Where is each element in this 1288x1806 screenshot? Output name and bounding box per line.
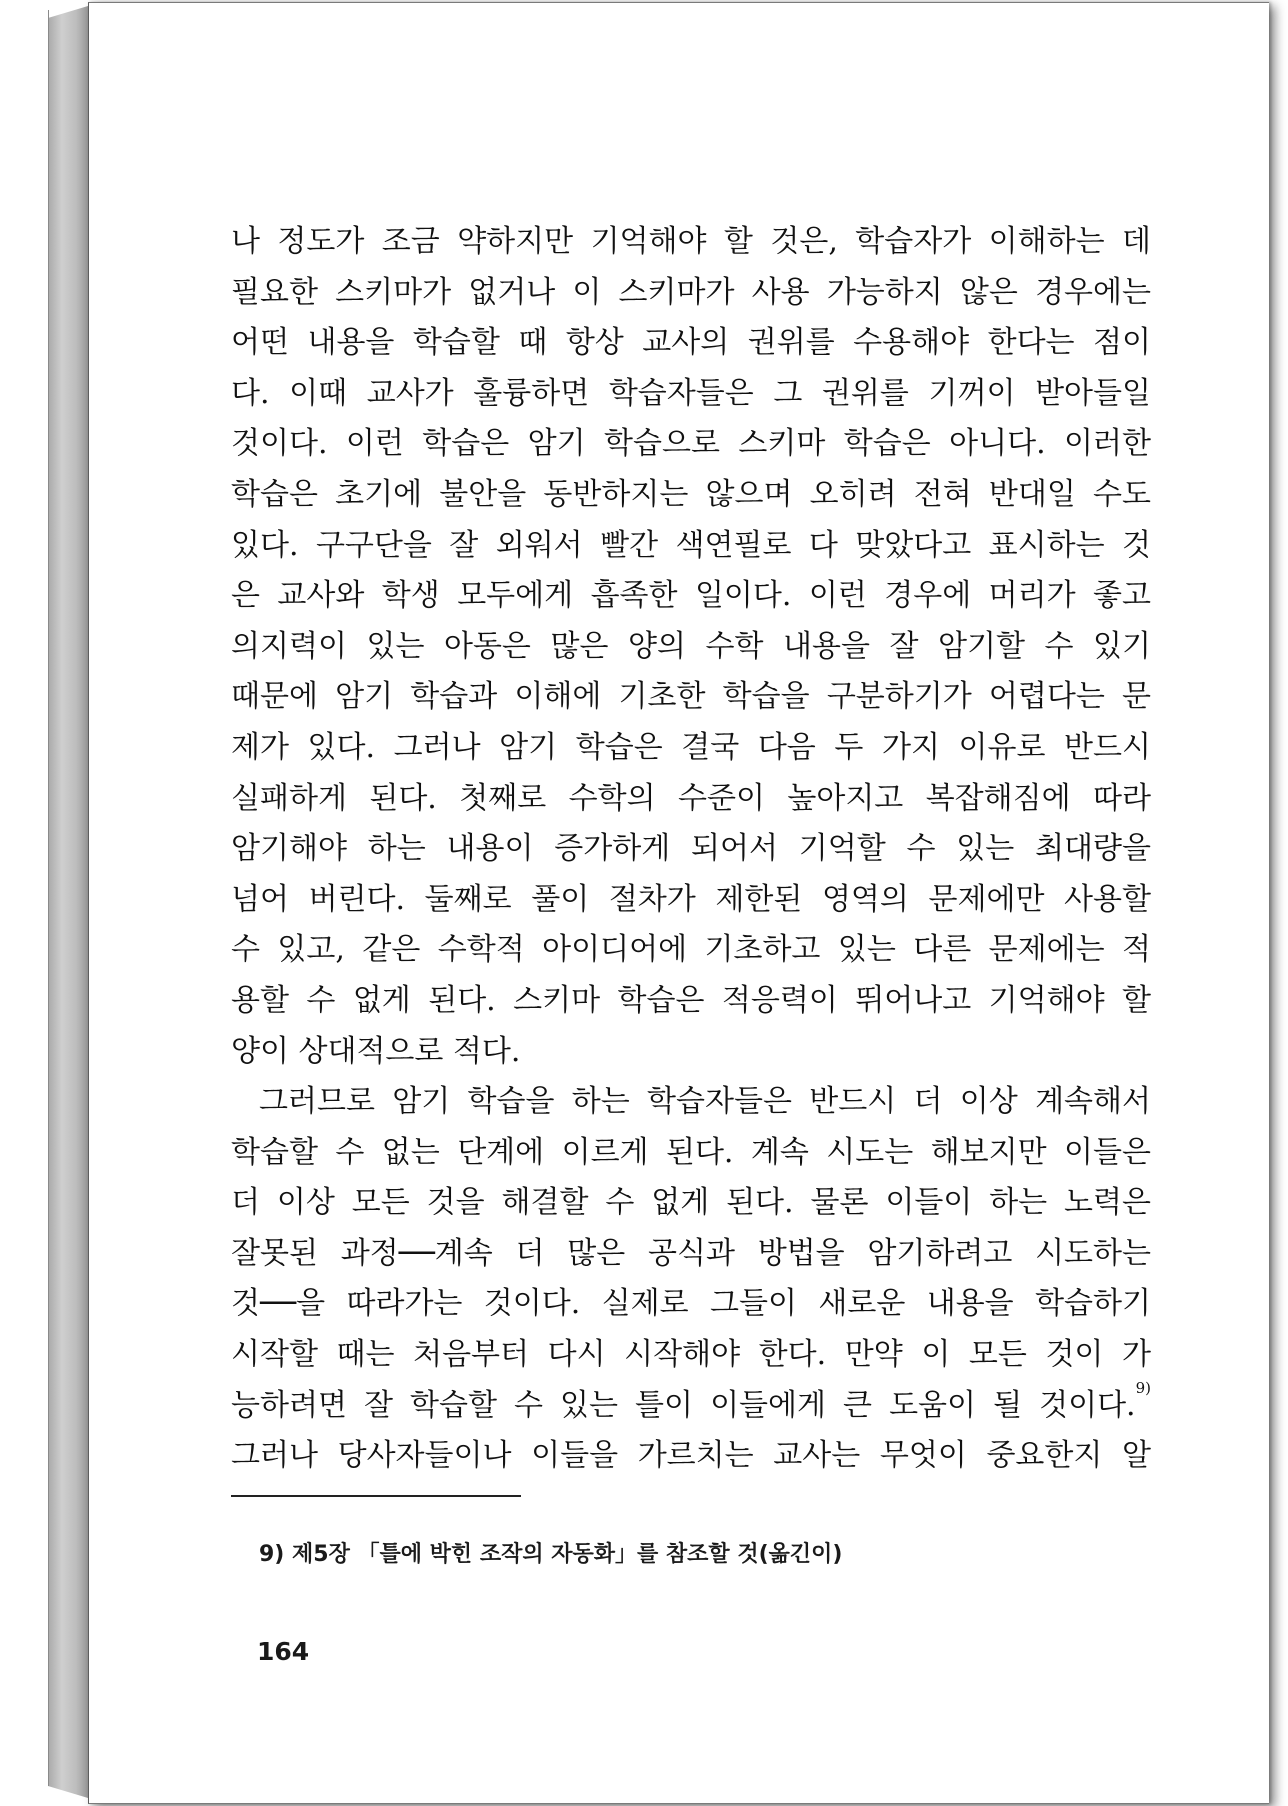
text-line: 때문에 암기 학습과 이해에 기초한 학습을 구분하기가 어렵다는 문: [231, 679, 1151, 715]
text-line: 시작할 때는 처음부터 다시 시작해야 한다. 만약 이 모든 것이 가: [231, 1337, 1151, 1373]
text-line: 암기해야 하는 내용이 증가하게 되어서 기억할 수 있는 최대량을: [231, 831, 1151, 867]
text-line: 필요한 스키마가 없거나 이 스키마가 사용 가능하지 않은 경우에는: [231, 274, 1151, 310]
text-line: 있다. 구구단을 잘 외워서 빨간 색연필로 다 맞았다고 표시하는 것: [231, 527, 1151, 563]
text-line: 더 이상 모든 것을 해결할 수 없게 된다. 물론 이들이 하는 노력은: [231, 1185, 1151, 1221]
text-line: 어떤 내용을 학습할 때 항상 교사의 권위를 수용해야 한다는 점이: [231, 325, 1151, 361]
text-line: 것이다. 이런 학습은 암기 학습으로 스키마 학습은 아니다. 이러한: [231, 426, 1151, 462]
text-line: 제가 있다. 그러나 암기 학습은 결국 다음 두 가지 이유로 반드시: [231, 729, 1151, 765]
footnote-divider: [231, 1495, 521, 1497]
text-line: 은 교사와 학생 모두에게 흡족한 일이다. 이런 경우에 머리가 좋고: [231, 578, 1151, 614]
page: [88, 2, 1269, 1804]
text-line: 학습은 초기에 불안을 동반하지는 않으며 오히려 전혀 반대일 수도: [231, 476, 1151, 512]
body-text: [231, 217, 1151, 1482]
text-line: 수 있고, 같은 수학적 아이디어에 기초하고 있는 다른 문제에는 적: [231, 932, 1151, 968]
book-spine: [48, 6, 88, 1798]
text-line: 넘어 버린다. 둘째로 풀이 절차가 제한된 영역의 문제에만 사용할: [231, 881, 1151, 917]
page-number: 164: [257, 1637, 310, 1666]
text-line: 학습할 수 없는 단계에 이르게 된다. 계속 시도는 해보지만 이들은: [231, 1134, 1151, 1170]
text-line: 양이 상대적으로 적다.: [231, 1033, 521, 1069]
text-line-with-footnote: [231, 1378, 1151, 1432]
spine-edge: [48, 10, 49, 1786]
text-line: 그러나 당사자들이나 이들을 가르치는 교사는 무엇이 중요한지 알: [231, 1438, 1151, 1474]
footnote: 9) 제5장 「틀에 박힌 조작의 자동화」를 참조할 것(옮긴이): [259, 1542, 843, 1567]
text-line-paragraph-start: 그러므로 암기 학습을 하는 학습자들은 반드시 더 이상 계속해서: [259, 1084, 1151, 1120]
text-line: 다. 이때 교사가 훌륭하면 학습자들은 그 권위를 기꺼이 받아들일: [231, 375, 1151, 411]
text-line: 실패하게 된다. 첫째로 수학의 수준이 높아지고 복잡해짐에 따라: [231, 780, 1151, 816]
text-line: 용할 수 없게 된다. 스키마 학습은 적응력이 뛰어나고 기억해야 할: [231, 982, 1151, 1018]
text-line: 나 정도가 조금 약하지만 기억해야 할 것은, 학습자가 이해하는 데: [231, 224, 1151, 259]
footnote-reference: 9): [1135, 1378, 1151, 1397]
text-line: 잘못된 과정──계속 더 많은 공식과 방법을 암기하려고 시도하는: [231, 1235, 1151, 1271]
text-line: 것──을 따라가는 것이다. 실제로 그들이 새로운 내용을 학습하기: [231, 1286, 1151, 1322]
text-line: 의지력이 있는 아동은 많은 양의 수학 내용을 잘 암기할 수 있기: [231, 628, 1151, 664]
text-line-content: 능하려면 잘 학습할 수 있는 틀이 이들에게 큰 도움이 될 것이다.: [231, 1387, 1136, 1423]
